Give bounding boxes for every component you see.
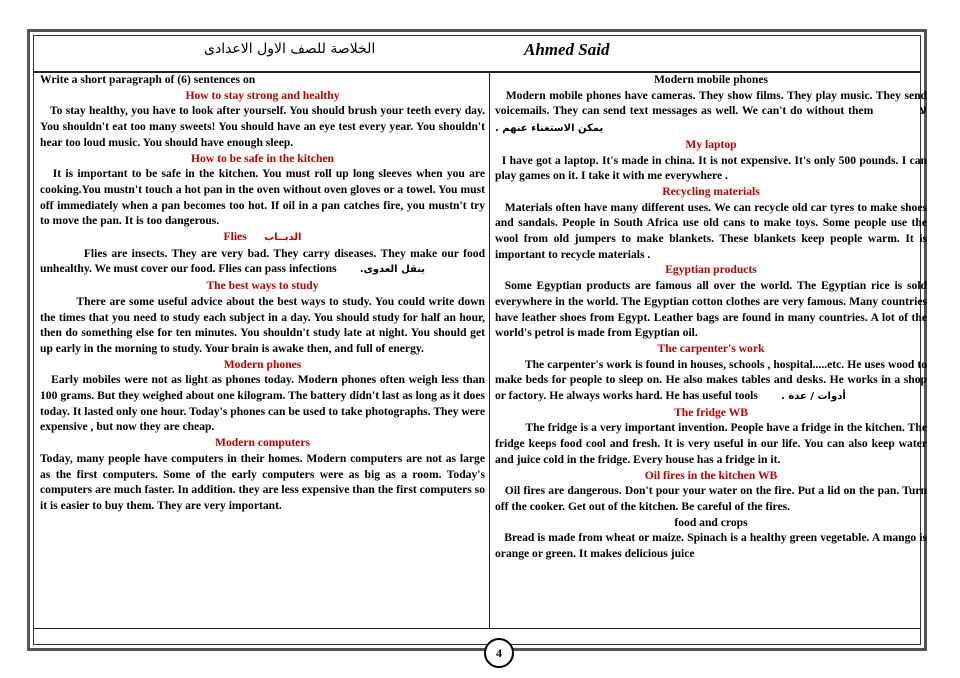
arabic-gloss: لا يمكن الاستغناء عنهم . xyxy=(495,106,927,135)
header-arabic-title: الخلاصة للصف الاول الاعدادى xyxy=(204,41,376,57)
section-title: Flies الذبــاب xyxy=(223,230,302,244)
section-title: Modern mobile phones xyxy=(653,73,768,86)
section-title: Egyptian products xyxy=(665,263,757,277)
page-number-badge: 4 xyxy=(484,638,514,668)
section-title: Modern phones xyxy=(223,357,302,371)
section-body: Bread is made from wheat or maize. Spinach is a healthy green vegetable. A mango is orange or green. It makes delicious juice xyxy=(495,531,928,561)
section-title: The fridge WB xyxy=(674,405,748,419)
arabic-gloss: ينقل العدوى. xyxy=(359,264,426,276)
section-body: Today, many people have computers in their homes. Modern computers are not as large as the first computers. Some of the early computers were as big as a room. Today's computers are much faster. In addition. they are less expensive than the first computers so it is easier to buy them. They are very important. xyxy=(40,451,485,512)
section-body: I have got a laptop. It's made in china. It is not expensive. It's only 500 pounds. I can play games on it. I take it with me everywhere . xyxy=(495,153,928,183)
page-header xyxy=(34,36,920,73)
right-column xyxy=(493,72,929,562)
section-title-arabic: الذبــاب xyxy=(264,232,302,244)
section-title: The carpenter's work xyxy=(657,341,765,355)
section-body: The fridge is a very important invention. People have a fridge in the kitchen. The fridge keeps food cool and fresh. It is very useful in our life. You can also keep water and juice cold in the fridge. Every house has a fridge in it. xyxy=(495,421,927,466)
left-column xyxy=(38,72,487,514)
section-body: Materials often have many different uses. We can recycle old car tyres to make shoes and sandals. People in South Africa use old cans to make toys. Some people use the wool from old jumpers to make blankets. These blankets keep people warm. It is important to recycle materials . xyxy=(495,200,927,261)
section-title: food and crops xyxy=(674,515,748,529)
arabic-gloss: أدوات / عدة . xyxy=(781,391,846,403)
section-title: My laptop xyxy=(685,137,737,151)
section-body: Oil fires are dangerous. Don't pour your water on the fire. Put a lid on the pan. Turn off the cooker. Get out of the kitchen. Be careful of the fires. xyxy=(495,484,927,513)
section-title: The best ways to study xyxy=(206,279,319,293)
section-body: There are some useful advice about the best ways to study. You could write down the times that you need to study each subject in a day. You should study for half an hour, then do something else for ten minutes. You shouldn't study late at night. You should get up early in the morning to study. Your brain is awake then, and full of energy. xyxy=(40,294,486,355)
section-body: Early mobiles were not as light as phones today. Modern phones often weigh less than 100 grams. But they weighed about one kilogram. The battery didn't last as long as it does today. It lasted only one hour. Today's phones can be used to take photographs. They were expensive , but now they are cheap. xyxy=(40,373,485,434)
section-body: Some Egyptian products are famous all over the world. The Egyptian rice is sold everywhere in the world. The Egyptian cotton clothes are very famous. Many countries have leather shoes from Egypt. Leather bags are found in many countries. A lot of the world's petrol is made from Egyptian oil. xyxy=(495,279,928,340)
section-body: It is important to be safe in the kitchen. You must roll up long sleeves when you are cooking.You mustn't touch a hot pan in the oven without oven gloves or a towel. You must off immediately when a pan becomes too hot. If oil in a pan catches fire, you mustn't try to move the pan. It is too dangerous. xyxy=(40,167,486,228)
header-author: Ahmed Said xyxy=(524,40,610,59)
intro-line: Write a short paragraph of (6) sentences on xyxy=(40,73,256,86)
section-body: Modern mobile phones have cameras. They show films. They play music. They send voicemails. They can send text messages as well. We can't do without them لا يمكن الاستغناء عنهم . xyxy=(495,88,927,135)
footer-line xyxy=(34,628,920,629)
column-divider xyxy=(489,72,490,628)
section-title: How to be safe in the kitchen xyxy=(191,151,334,165)
section-body: Flies are insects. They are very bad. They carry diseases. They make our food unhealthy. We must cover our food. Flies can pass infections ينقل العدوى. xyxy=(40,246,486,276)
section-body: The carpenter's work is found in houses, schools , hospital.....etc. He uses wood to make beds for people to sleep on. He also makes tables and desks. He works in a shop or factory. He always works hard. He has useful tools أدوات / عدة . xyxy=(495,357,928,403)
section-title: Modern computers xyxy=(215,436,310,450)
section-title: Recycling materials xyxy=(662,184,760,198)
section-title: How to stay strong and healthy xyxy=(185,88,340,102)
section-body: To stay healthy, you have to look after yourself. You should brush your teeth every day. You shouldn't eat too many sweets! You should have an eye test every year. You shouldn't hear too loud music. You should have enough sleep. xyxy=(40,104,485,149)
section-title: Oil fires in the kitchen WB xyxy=(644,468,778,482)
